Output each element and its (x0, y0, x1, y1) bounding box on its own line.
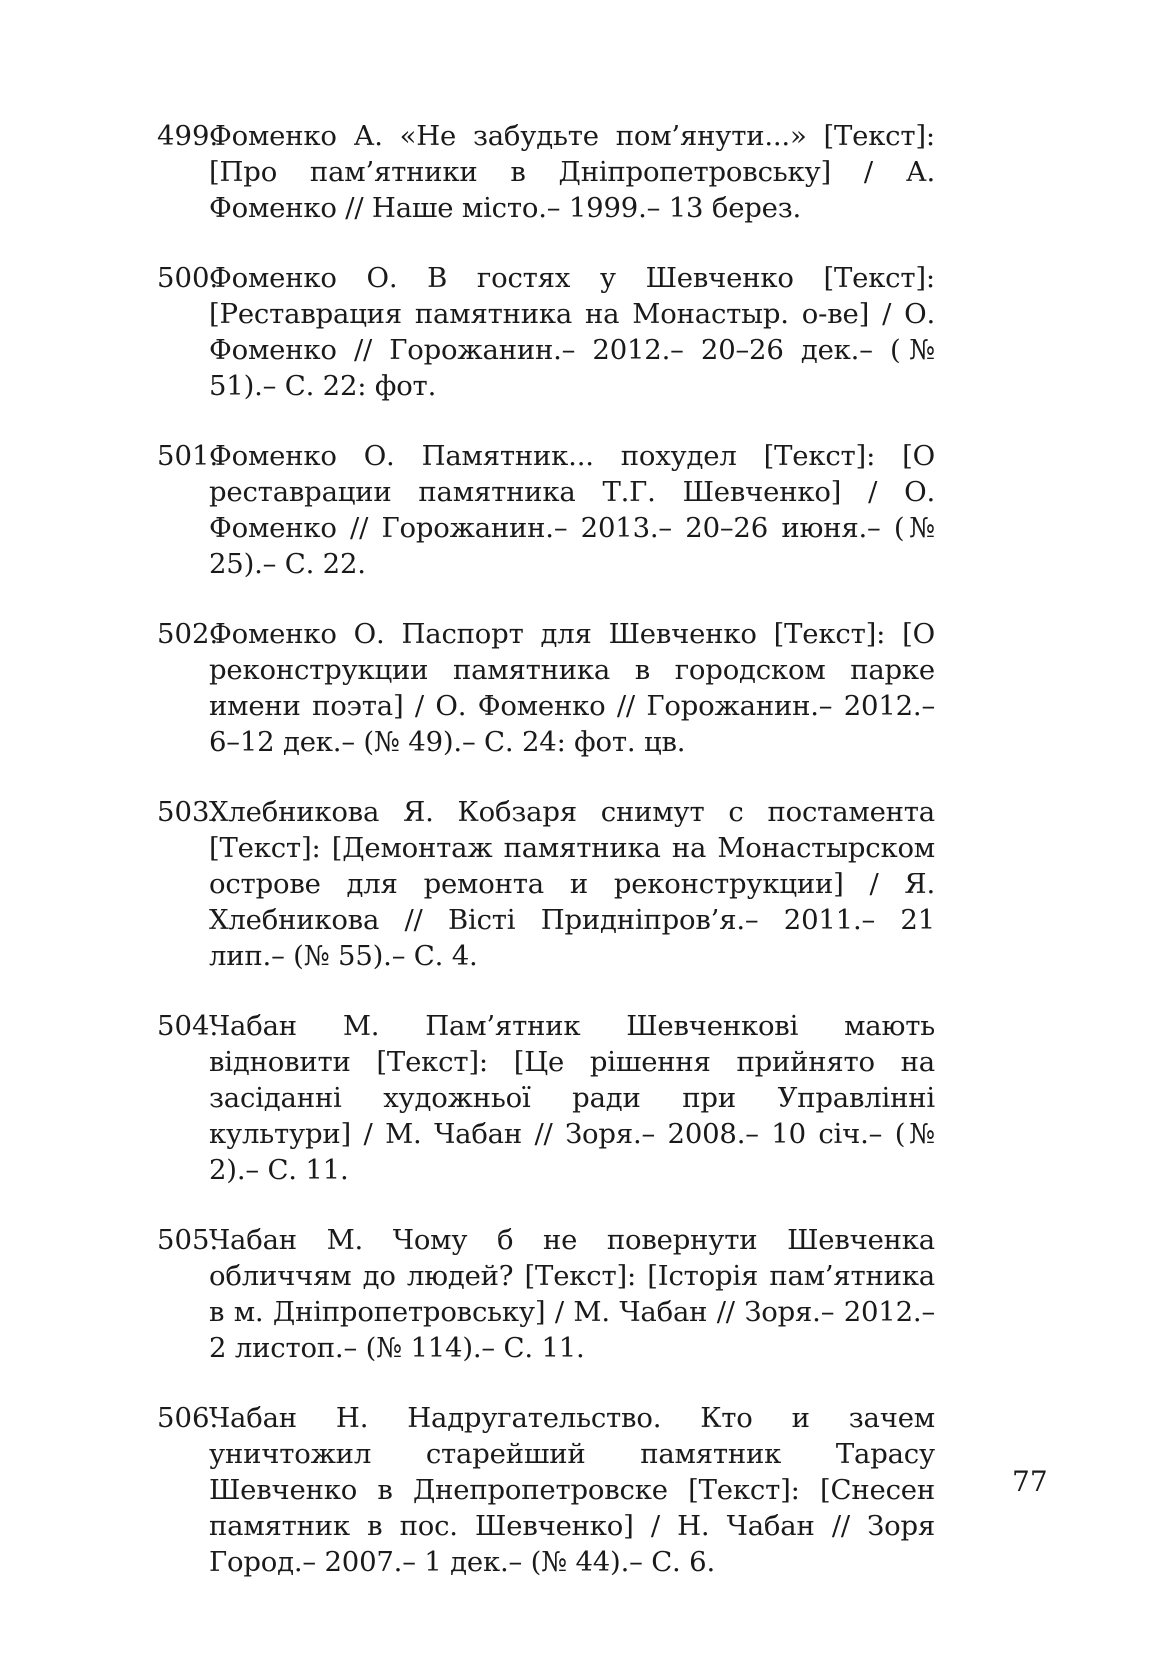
entry-text: Хлебникова Я. Кобзаря снимут с постамента [Текст]: [Демонтаж памятника на Монастырском острове для ремонта и реконструкции] / Я. Хлебникова // Вісті Придніпров’я.– 2011.– 21 лип.– (№ 55).– С. 4. (209, 796, 935, 972)
bibliography-entry (157, 1222, 935, 1366)
entry-number: 505. (157, 1224, 219, 1256)
bibliography-entry (157, 260, 935, 404)
bibliography-entry (157, 438, 935, 582)
entry-number: 500. (157, 262, 219, 294)
bibliography-list (157, 118, 935, 1614)
bibliography-entry (157, 1400, 935, 1580)
bibliography-entry (157, 794, 935, 974)
entry-number: 502. (157, 618, 219, 650)
entry-number: 501. (157, 440, 219, 472)
bibliography-entry (157, 118, 935, 226)
page-number: 77 (1012, 1465, 1048, 1498)
entry-number: 499. (157, 120, 219, 152)
entry-number: 503. (157, 796, 219, 828)
bibliography-entry (157, 1008, 935, 1188)
entry-number: 504. (157, 1010, 219, 1042)
entry-number: 506. (157, 1402, 219, 1434)
entry-text: Чабан Н. Надругательство. Кто и зачем уничтожил старейший памятник Тарасу Шевченко в Днепропетровске [Текст]: [Снесен памятник в пос. Шевченко] / Н. Чабан // Зоря Город.– 2007.– 1 дек.– (№ 44).– С. 6. (209, 1402, 935, 1578)
entry-text: Чабан М. Чому б не повернути Шевченка обличчям до людей? [Текст]: [Історія пам’ятника в м. Дніпропетровську] / М. Чабан // Зоря.– 2012.– 2 листоп.– (№ 114).– С. 11. (209, 1224, 935, 1364)
entry-text: Фоменко О. Памятник... похудел [Текст]: [О реставрации памятника Т.Г. Шевченко] / О. Фоменко // Горожанин.– 2013.– 20–26 июня.– (№ 25).– С. 22. (209, 440, 935, 580)
entry-text: Фоменко А. «Не забудьте пом’янути...» [Текст]: [Про пам’ятники в Дніпропетровську] / А. Фоменко // Наше місто.– 1999.– 13 берез. (209, 120, 935, 224)
entry-text: Фоменко О. В гостях у Шевченко [Текст]: [Реставрация памятника на Монастыр. о-ве] / О. Фоменко // Горожанин.– 2012.– 20–26 дек.– (№ 51).– С. 22: фот. (209, 262, 935, 402)
entry-text: Чабан М. Пам’ятник Шевченкові мають відновити [Текст]: [Це рішення прийнято на засіданні художньої ради при Управлінні культури] / М. Чабан // Зоря.– 2008.– 10 січ.– (№ 2).– С. 11. (209, 1010, 935, 1186)
bibliography-entry (157, 616, 935, 760)
entry-text: Фоменко О. Паспорт для Шевченко [Текст]: [О реконструкции памятника в городском парке имени поэта] / О. Фоменко // Горожанин.– 2012.– 6–12 дек.– (№ 49).– С. 24: фот. цв. (209, 618, 935, 758)
